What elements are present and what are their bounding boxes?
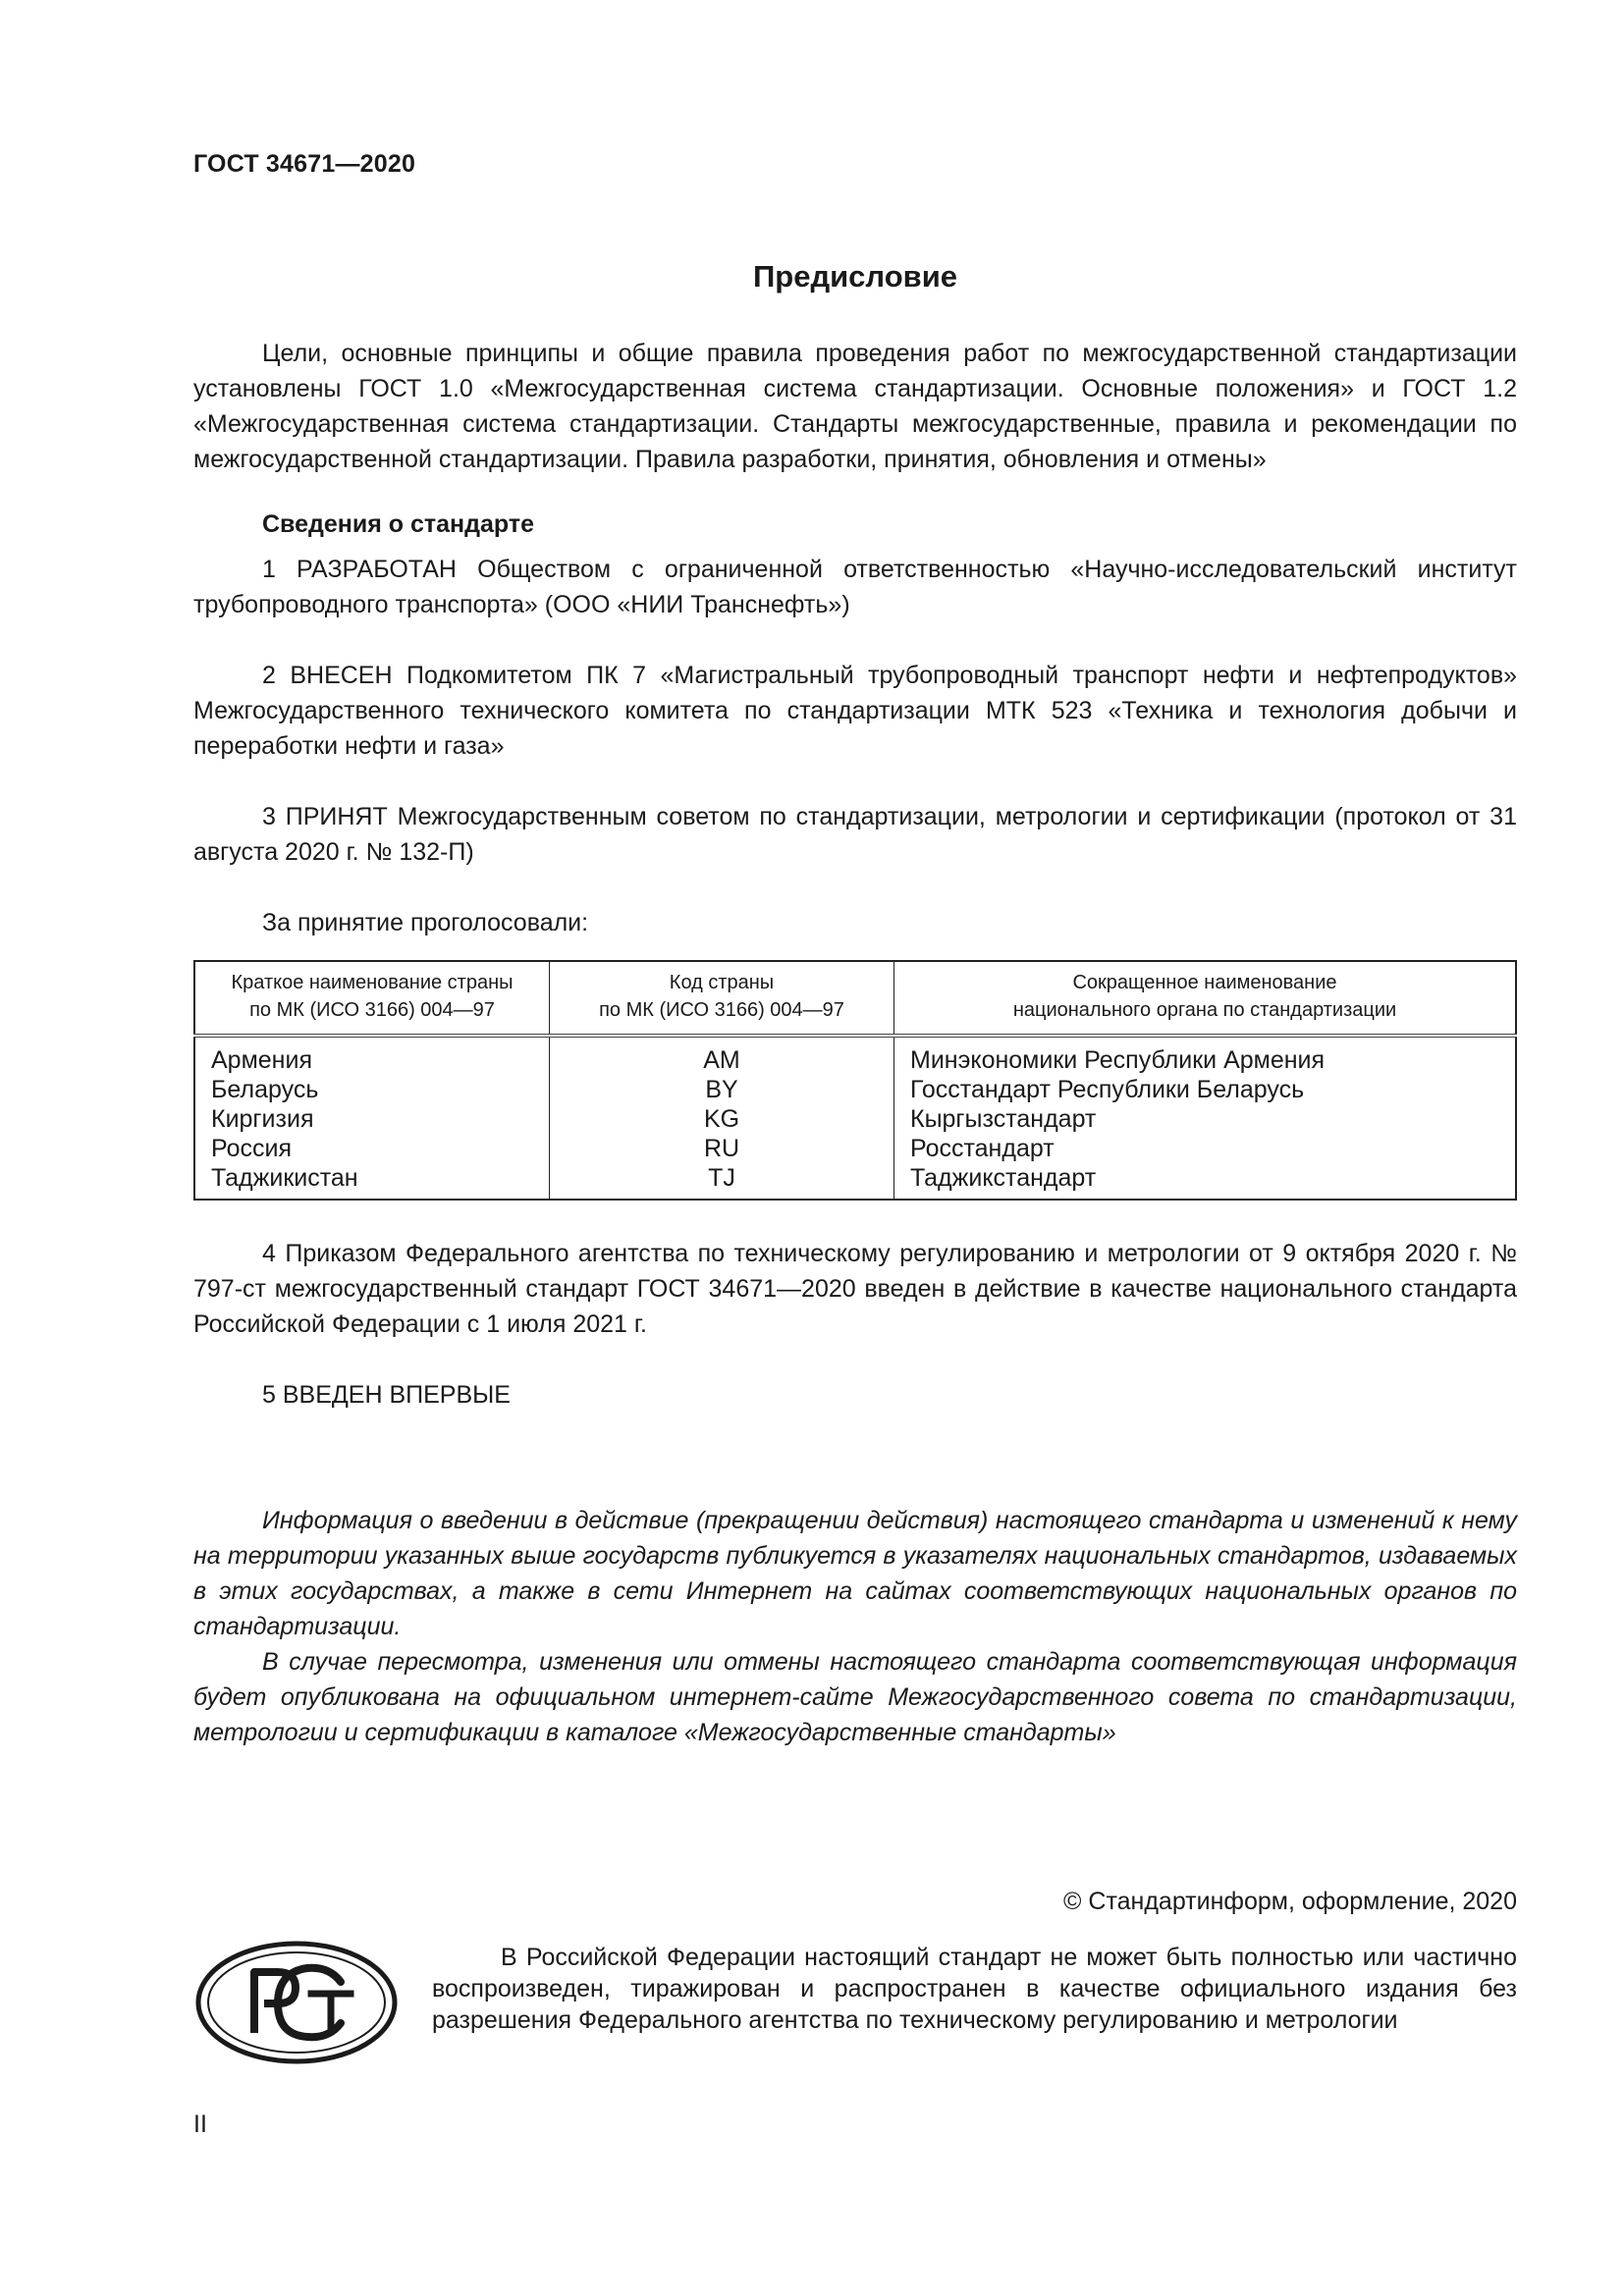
table-header-country: Краткое наименование страны по МК (ИСО 3166) 004—97 <box>194 961 550 1036</box>
legal-notice-block <box>432 1942 1517 2036</box>
country-cell: Армения <box>194 1036 550 1075</box>
item-4: 4 Приказом Федерального агентства по техническому регулированию и метрологии от 9 октября 2020 г. № 797-ст межгосударственный стандарт ГОСТ 34671—2020 введен в действие в качестве национального стандарта Российской Федерации с 1 июля 2021 г. <box>193 1240 1517 1338</box>
item-3: 3 ПРИНЯТ Межгосударственным советом по стандартизации, метрологии и сертификации (протокол от 31 августа 2020 г. № 132-П) <box>193 803 1517 866</box>
agency-cell: Росстандарт <box>910 1135 1055 1162</box>
table-row <box>194 1134 1516 1163</box>
item-5: 5 ВВЕДЕН ВПЕРВЫЕ <box>262 1381 511 1409</box>
page-title: Предисловие <box>752 259 957 294</box>
document-page <box>193 147 1517 1750</box>
legal-notice: В Российской Федерации настоящий стандарт не может быть полностью или частично воспроизведен, тиражирован и распространен в качестве официального издания без разрешения Федерального агентства по техническому регулированию и метрологии <box>432 1944 1517 2034</box>
item-1: 1 РАЗРАБОТАН Обществом с ограниченной ответственностью «Научно-исследовательский институт трубопроводного транспорта» (ООО «НИИ Транснефть») <box>193 556 1517 618</box>
table-row <box>194 1104 1516 1134</box>
country-cell: Таджикистан <box>194 1163 550 1200</box>
voted-label: За принятие проголосовали: <box>262 909 589 936</box>
code-cell: AM <box>550 1036 894 1075</box>
agency-cell: Кыргызстандарт <box>910 1105 1097 1133</box>
code-cell: KG <box>550 1104 894 1134</box>
agency-cell: Таджикстандарт <box>910 1164 1097 1192</box>
country-cell: Беларусь <box>194 1075 550 1104</box>
voting-table <box>193 960 1517 1201</box>
item-2: 2 ВНЕСЕН Подкомитетом ПК 7 «Магистральный трубопроводный транспорт нефти и нефтепродуктов» Межгосударственного технического комитета по стандартизации МТК 523 «Техника и технология добычи и переработки нефти и газа» <box>193 662 1517 760</box>
table-row <box>194 1075 1516 1104</box>
table-row <box>194 1163 1516 1200</box>
page-number: II <box>193 2110 207 2138</box>
country-cell: Россия <box>194 1134 550 1163</box>
table-header-code: Код страны по МК (ИСО 3166) 004—97 <box>550 961 894 1036</box>
document-code: ГОСТ 34671—2020 <box>193 150 416 178</box>
agency-cell: Госстандарт Республики Беларусь <box>910 1076 1305 1103</box>
copyright: © Стандартинформ, оформление, 2020 <box>1063 1888 1517 1915</box>
code-cell: TJ <box>550 1163 894 1200</box>
intro-paragraph: Цели, основные принципы и общие правила проведения работ по межгосударственной стандартизации установлены ГОСТ 1.0 «Межгосударственная система стандартизации. Основные положения» и ГОСТ 1.2 «Межгосударственная система стандартизации. Стандарты межгосударственные, правила и рекомендации по межгосударственной стандартизации. Правила разработки, принятия, обновления и отмены» <box>193 340 1517 473</box>
info-note-2: В случае пересмотра, изменения или отмены настоящего стандарта соответствующая информация будет опубликована на официальном интернет-сайте Межгосударственного совета по стандартизации, метрологии и сертификации в каталоге «Межгосударственные стандарты» <box>193 1648 1517 1746</box>
agency-cell: Минэкономики Республики Армения <box>910 1046 1326 1074</box>
table-row <box>194 1036 1516 1075</box>
info-note-1: Информация о введении в действие (прекращении действия) настоящего стандарта и изменений к нему на территории указанных выше государств публикуется в указателях национальных стандартов, издаваемых в этих государствах, а также в сети Интернет на сайтах соответствующих национальных органов по стандартизации. <box>193 1507 1517 1640</box>
table-header-body: Сокращенное наименование национального органа по стандартизации <box>894 961 1517 1036</box>
rst-seal-graphic <box>193 1939 400 2066</box>
code-cell: RU <box>550 1134 894 1163</box>
rst-certification-mark-icon <box>193 1939 400 2066</box>
country-cell: Киргизия <box>194 1104 550 1134</box>
code-cell: BY <box>550 1075 894 1104</box>
info-heading: Сведения о стандарте <box>262 510 535 538</box>
table-header-row <box>194 961 1516 1036</box>
